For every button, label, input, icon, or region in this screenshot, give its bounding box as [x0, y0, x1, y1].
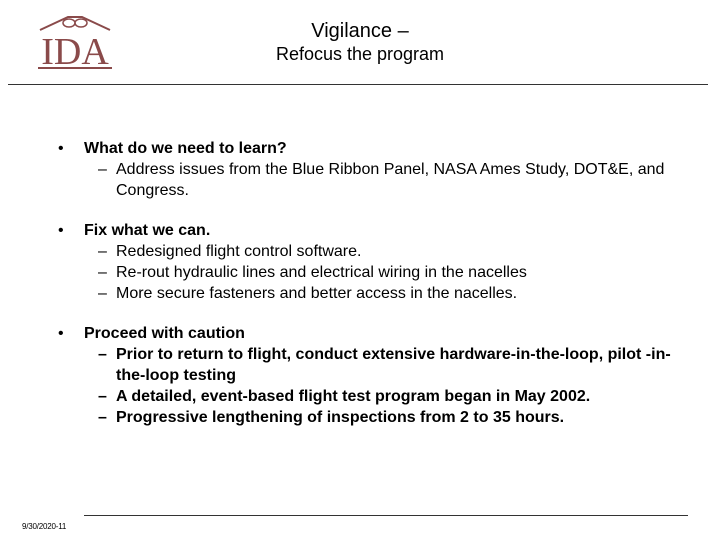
sub-marker: –	[98, 243, 107, 260]
sub-item	[98, 344, 678, 386]
sub-item	[98, 241, 678, 262]
sub-text: Redesigned flight control software.	[116, 243, 362, 260]
sub-text: Address issues from the Blue Ribbon Panel, NASA Ames Study, DOT&E, and Congress.	[116, 161, 665, 199]
bullet-item	[58, 138, 678, 201]
sub-text: Prior to return to flight, conduct extensive hardware-in-the-loop, pilot -in-the-loop testing	[116, 346, 671, 384]
sub-item	[98, 283, 678, 304]
sub-text: More secure fasteners and better access in the nacelles.	[116, 285, 518, 302]
sub-list	[98, 241, 678, 304]
sub-text: Re-rout hydraulic lines and electrical wiring in the nacelles	[116, 264, 527, 281]
bullet-marker: •	[58, 140, 64, 157]
title-main: Vigilance –	[311, 20, 409, 42]
sub-marker: –	[98, 285, 107, 302]
sub-text: Progressive lengthening of inspections from 2 to 35 hours.	[116, 409, 565, 426]
ida-logo-text: IDA	[41, 31, 109, 72]
bullet-marker: •	[58, 222, 64, 239]
bullet-list	[58, 138, 678, 447]
sub-list	[98, 344, 678, 428]
bullet-marker: •	[58, 325, 64, 342]
sub-marker: –	[98, 409, 107, 426]
header-divider	[8, 84, 708, 85]
sub-text: A detailed, event-based flight test program began in May 2002.	[116, 388, 591, 405]
bullet-item	[58, 323, 678, 428]
sub-item	[98, 262, 678, 283]
sub-marker: –	[98, 264, 107, 281]
sub-marker: –	[98, 161, 107, 178]
bullet-heading: What do we need to learn?	[84, 140, 287, 157]
slide-footer: 9/30/2020-11	[22, 522, 67, 531]
sub-marker: –	[98, 346, 107, 363]
sub-item	[98, 386, 678, 407]
title-sub: Refocus the program	[275, 44, 445, 64]
sub-item	[98, 159, 678, 201]
footer-divider	[84, 515, 688, 516]
bullet-item	[58, 220, 678, 304]
sub-item	[98, 407, 678, 428]
bullet-heading: Proceed with caution	[84, 325, 245, 342]
bullet-heading: Fix what we can.	[84, 222, 211, 239]
sub-list	[98, 159, 678, 201]
slide-title	[0, 19, 720, 66]
sub-marker: –	[98, 388, 107, 405]
